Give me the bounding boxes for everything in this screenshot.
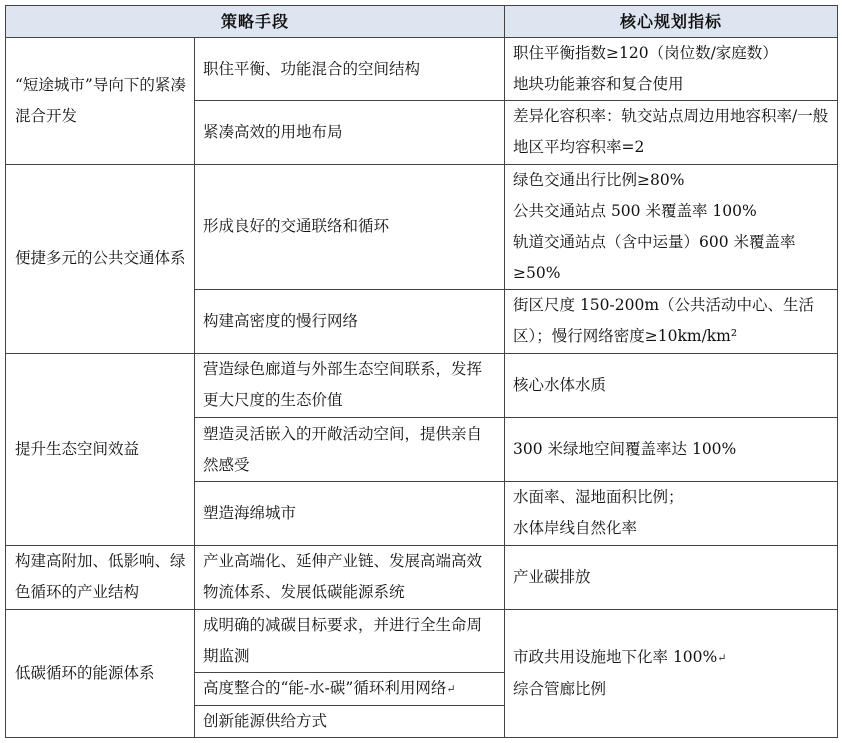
table-header-row	[6, 6, 838, 38]
measure-cell: 形成良好的交通联络和循环	[195, 164, 505, 290]
measure-cell: 职住平衡、功能混合的空间结构	[195, 38, 505, 101]
goal-cell: 提升生态空间效益	[6, 353, 195, 545]
indicator-line: 绿色交通出行比例≥80%	[513, 170, 685, 189]
return-mark: ↵	[717, 651, 727, 665]
indicator-cell	[505, 482, 838, 545]
measure-cell: 塑造灵活嵌入的开敞活动空间，提供亲自然感受	[195, 417, 505, 481]
indicator-line: 综合管廊比例	[513, 679, 607, 698]
indicator-cell: 差异化容积率：轨交站点周边用地容积率/一般地区平均容积率=2	[505, 101, 838, 164]
header-strategy: 策略手段	[6, 6, 505, 38]
indicator-text: 市政共用设施地下化率 100%	[513, 648, 718, 667]
table-row	[6, 545, 838, 609]
indicator-line	[513, 642, 829, 674]
return-mark: ↵	[446, 682, 456, 696]
measure-cell: 成明确的减碳目标要求，并进行全生命周期监测	[195, 609, 505, 672]
goal-cell: 构建高附加、低影响、绿色循环的产业结构	[6, 545, 195, 609]
strategy-indicator-table	[5, 5, 838, 738]
goal-cell: 低碳循环的能源体系	[6, 609, 195, 737]
indicator-cell: 街区尺度 150-200m（公共活动中心、生活区）；慢行网络密度≥10km/km²	[505, 290, 838, 353]
indicator-line: 轨道交通站点（含中运量）600 米覆盖率≥50%	[513, 232, 796, 282]
header-indicator: 核心规划指标	[505, 6, 838, 38]
table-row	[6, 353, 838, 417]
measure-cell: 构建高密度的慢行网络	[195, 290, 505, 353]
indicator-line: 职住平衡指数≥120（岗位数/家庭数）	[513, 44, 778, 63]
indicator-cell: 核心水体水质	[505, 353, 838, 417]
measure-cell: 创新能源供给方式	[195, 705, 505, 737]
indicator-line: 地块功能兼容和复合使用	[513, 75, 684, 94]
indicator-line: 水面率、湿地面积比例；	[513, 488, 684, 507]
indicator-cell: 300 米绿地空间覆盖率达 100%	[505, 417, 838, 481]
table-row	[6, 38, 838, 101]
indicator-cell	[505, 164, 838, 290]
goal-cell: “短途城市”导向下的紧凑混合开发	[6, 38, 195, 165]
indicator-cell	[505, 38, 838, 101]
measure-cell	[195, 673, 505, 706]
measure-cell: 塑造海绵城市	[195, 482, 505, 545]
goal-cell: 便捷多元的公共交通体系	[6, 164, 195, 353]
measure-text: 高度整合的“能-水-碳”循环利用网络	[203, 679, 447, 698]
indicator-cell	[505, 609, 838, 737]
measure-cell: 营造绿色廊道与外部生态空间联系，发挥更大尺度的生态价值	[195, 353, 505, 417]
measure-cell: 产业高端化、延伸产业链、发展高端高效物流体系、发展低碳能源系统	[195, 545, 505, 609]
indicator-line: 公共交通站点 500 米覆盖率 100%	[513, 201, 757, 220]
table-row	[6, 609, 838, 672]
table-row	[6, 164, 838, 290]
measure-cell: 紧凑高效的用地布局	[195, 101, 505, 164]
indicator-cell: 产业碳排放	[505, 545, 838, 609]
indicator-line: 水体岸线自然化率	[513, 519, 638, 538]
